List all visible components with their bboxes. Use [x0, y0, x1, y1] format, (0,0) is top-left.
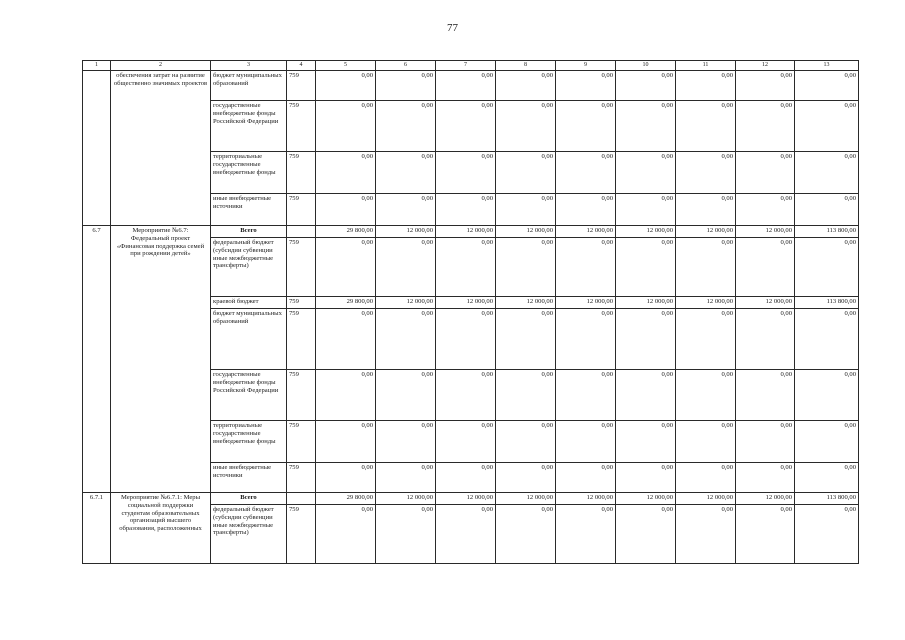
year-value-cell: 0,00: [676, 309, 736, 370]
column-number-cell: 9: [556, 61, 616, 71]
year-value-cell: 0,00: [616, 194, 676, 226]
budget-code-cell: 759: [287, 238, 316, 297]
year-value-cell: 0,00: [496, 238, 556, 297]
year-value-cell: 0,00: [316, 71, 376, 101]
year-value-cell: 0,00: [376, 152, 436, 194]
budget-code-cell: 759: [287, 370, 316, 421]
measure-name-cell: Мероприятие №6.7.1: Меры социальной поддержки студентам образовательных организаций высшего образования, расположенных: [111, 493, 211, 564]
total-value-cell: 0,00: [795, 194, 859, 226]
year-value-cell: 12 000,00: [676, 226, 736, 238]
year-value-cell: 0,00: [376, 421, 436, 463]
total-value-cell: 0,00: [795, 309, 859, 370]
year-value-cell: 0,00: [436, 194, 496, 226]
column-number-cell: 3: [211, 61, 287, 71]
budget-code-cell: 759: [287, 71, 316, 101]
year-value-cell: 0,00: [436, 238, 496, 297]
year-value-cell: 12 000,00: [736, 493, 795, 505]
year-value-cell: 0,00: [436, 463, 496, 493]
year-value-cell: 0,00: [496, 463, 556, 493]
year-value-cell: 0,00: [556, 309, 616, 370]
year-value-cell: 0,00: [316, 370, 376, 421]
year-value-cell: 0,00: [616, 370, 676, 421]
year-value-cell: 0,00: [436, 421, 496, 463]
year-value-cell: 0,00: [376, 505, 436, 564]
total-value-cell: 0,00: [795, 238, 859, 297]
year-value-cell: 0,00: [556, 421, 616, 463]
page-number: 77: [447, 22, 458, 34]
funding-source-cell: федеральный бюджет (субсидии субвенции иные межбюджетные трансферты): [211, 505, 287, 564]
year-value-cell: 0,00: [736, 505, 795, 564]
budget-code-cell: 759: [287, 194, 316, 226]
total-value-cell: 113 800,00: [795, 493, 859, 505]
year-value-cell: 12 000,00: [676, 493, 736, 505]
year-value-cell: 0,00: [496, 71, 556, 101]
budget-code-cell: 759: [287, 297, 316, 309]
funding-source-cell: федеральный бюджет (субсидии субвенции иные межбюджетные трансферты): [211, 238, 287, 297]
year-value-cell: 0,00: [436, 101, 496, 152]
year-value-cell: 0,00: [556, 505, 616, 564]
funding-source-cell: территориальные государственные внебюджетные фонды: [211, 152, 287, 194]
year-value-cell: 0,00: [556, 71, 616, 101]
year-value-cell: 0,00: [736, 71, 795, 101]
budget-code-cell: [287, 226, 316, 238]
year-value-cell: 0,00: [736, 101, 795, 152]
year-value-cell: 0,00: [376, 463, 436, 493]
budget-code-cell: [287, 493, 316, 505]
budget-code-cell: 759: [287, 309, 316, 370]
year-value-cell: 0,00: [496, 194, 556, 226]
year-value-cell: 0,00: [616, 421, 676, 463]
year-value-cell: 0,00: [616, 101, 676, 152]
year-value-cell: 0,00: [736, 194, 795, 226]
year-value-cell: 0,00: [616, 309, 676, 370]
year-value-cell: 12 000,00: [436, 226, 496, 238]
column-number-cell: 11: [676, 61, 736, 71]
column-number-cell: 2: [111, 61, 211, 71]
total-value-cell: 113 800,00: [795, 297, 859, 309]
column-number-cell: 12: [736, 61, 795, 71]
year-value-cell: 12 000,00: [496, 297, 556, 309]
budget-code-cell: 759: [287, 463, 316, 493]
year-value-cell: 12 000,00: [616, 226, 676, 238]
year-value-cell: 0,00: [436, 152, 496, 194]
measure-name-cell: обеспечения затрат на развитие общественно значимых проектов: [111, 71, 211, 226]
year-value-cell: 0,00: [436, 505, 496, 564]
year-value-cell: 0,00: [616, 152, 676, 194]
year-value-cell: 0,00: [316, 101, 376, 152]
total-value-cell: 0,00: [795, 152, 859, 194]
year-value-cell: 0,00: [376, 238, 436, 297]
column-number-cell: 5: [316, 61, 376, 71]
total-value-cell: 0,00: [795, 421, 859, 463]
column-number-cell: 6: [376, 61, 436, 71]
year-value-cell: 12 000,00: [376, 493, 436, 505]
year-value-cell: 29 800,00: [316, 226, 376, 238]
year-value-cell: 0,00: [676, 194, 736, 226]
funding-source-cell: краевой бюджет: [211, 297, 287, 309]
year-value-cell: 12 000,00: [556, 493, 616, 505]
year-value-cell: 0,00: [736, 238, 795, 297]
budget-table: [82, 60, 859, 564]
year-value-cell: 0,00: [736, 309, 795, 370]
year-value-cell: 0,00: [616, 505, 676, 564]
budget-code-cell: 759: [287, 421, 316, 463]
column-number-row: [83, 61, 859, 71]
year-value-cell: 0,00: [616, 238, 676, 297]
year-value-cell: 12 000,00: [556, 297, 616, 309]
budget-code-cell: 759: [287, 101, 316, 152]
funding-source-cell: государственные внебюджетные фонды Российской Федерации: [211, 370, 287, 421]
total-value-cell: 0,00: [795, 101, 859, 152]
year-value-cell: 29 800,00: [316, 297, 376, 309]
year-value-cell: 0,00: [436, 309, 496, 370]
year-value-cell: 12 000,00: [736, 226, 795, 238]
year-value-cell: 0,00: [676, 505, 736, 564]
year-value-cell: 0,00: [556, 152, 616, 194]
year-value-cell: 0,00: [676, 421, 736, 463]
year-value-cell: 0,00: [316, 238, 376, 297]
measure-name-cell: Мероприятие №6.7: Федеральный проект «Финансовая поддержка семей при рождении детей»: [111, 226, 211, 493]
year-value-cell: 0,00: [556, 101, 616, 152]
funding-source-cell: Всего: [211, 493, 287, 505]
year-value-cell: 0,00: [376, 101, 436, 152]
year-value-cell: 29 800,00: [316, 493, 376, 505]
year-value-cell: 0,00: [376, 309, 436, 370]
year-value-cell: 12 000,00: [616, 297, 676, 309]
year-value-cell: 0,00: [316, 152, 376, 194]
funding-source-cell: территориальные государственные внебюджетные фонды: [211, 421, 287, 463]
total-value-cell: 0,00: [795, 71, 859, 101]
year-value-cell: 0,00: [556, 238, 616, 297]
table-row: [83, 493, 859, 505]
table-row: [83, 71, 859, 101]
measure-number-cell: [83, 71, 111, 226]
year-value-cell: 12 000,00: [736, 297, 795, 309]
year-value-cell: 0,00: [736, 421, 795, 463]
year-value-cell: 0,00: [676, 463, 736, 493]
funding-source-cell: Всего: [211, 226, 287, 238]
funding-source-cell: государственные внебюджетные фонды Российской Федерации: [211, 101, 287, 152]
funding-source-cell: иные внебюджетные источники: [211, 463, 287, 493]
year-value-cell: 0,00: [676, 370, 736, 421]
column-number-cell: 1: [83, 61, 111, 71]
year-value-cell: 0,00: [436, 370, 496, 421]
year-value-cell: 0,00: [676, 152, 736, 194]
year-value-cell: 0,00: [556, 370, 616, 421]
column-number-cell: 10: [616, 61, 676, 71]
table-row: [83, 226, 859, 238]
year-value-cell: 12 000,00: [376, 226, 436, 238]
year-value-cell: 0,00: [376, 370, 436, 421]
year-value-cell: 0,00: [376, 194, 436, 226]
year-value-cell: 0,00: [316, 194, 376, 226]
budget-code-cell: 759: [287, 152, 316, 194]
measure-number-cell: 6.7.1: [83, 493, 111, 564]
year-value-cell: 0,00: [676, 71, 736, 101]
funding-source-cell: бюджет муниципальных образований: [211, 309, 287, 370]
year-value-cell: 0,00: [376, 71, 436, 101]
year-value-cell: 12 000,00: [436, 493, 496, 505]
measure-number-cell: 6.7: [83, 226, 111, 493]
funding-source-cell: иные внебюджетные источники: [211, 194, 287, 226]
column-number-cell: 7: [436, 61, 496, 71]
year-value-cell: 0,00: [496, 309, 556, 370]
funding-source-cell: бюджет муниципальных образований: [211, 71, 287, 101]
year-value-cell: 0,00: [556, 463, 616, 493]
year-value-cell: 0,00: [496, 152, 556, 194]
year-value-cell: 0,00: [316, 309, 376, 370]
year-value-cell: 0,00: [736, 370, 795, 421]
year-value-cell: 12 000,00: [436, 297, 496, 309]
year-value-cell: 12 000,00: [616, 493, 676, 505]
year-value-cell: 12 000,00: [496, 226, 556, 238]
year-value-cell: 0,00: [736, 463, 795, 493]
total-value-cell: 0,00: [795, 370, 859, 421]
year-value-cell: 12 000,00: [556, 226, 616, 238]
year-value-cell: 0,00: [316, 463, 376, 493]
year-value-cell: 0,00: [496, 101, 556, 152]
year-value-cell: 0,00: [316, 421, 376, 463]
total-value-cell: 0,00: [795, 463, 859, 493]
year-value-cell: 0,00: [616, 71, 676, 101]
year-value-cell: 0,00: [736, 152, 795, 194]
year-value-cell: 0,00: [676, 101, 736, 152]
year-value-cell: 0,00: [436, 71, 496, 101]
total-value-cell: 0,00: [795, 505, 859, 564]
budget-code-cell: 759: [287, 505, 316, 564]
year-value-cell: 12 000,00: [376, 297, 436, 309]
year-value-cell: 0,00: [616, 463, 676, 493]
year-value-cell: 0,00: [316, 505, 376, 564]
year-value-cell: 12 000,00: [676, 297, 736, 309]
year-value-cell: 0,00: [676, 238, 736, 297]
year-value-cell: 0,00: [556, 194, 616, 226]
total-value-cell: 113 800,00: [795, 226, 859, 238]
column-number-cell: 4: [287, 61, 316, 71]
year-value-cell: 12 000,00: [496, 493, 556, 505]
year-value-cell: 0,00: [496, 421, 556, 463]
year-value-cell: 0,00: [496, 505, 556, 564]
column-number-cell: 8: [496, 61, 556, 71]
column-number-cell: 13: [795, 61, 859, 71]
year-value-cell: 0,00: [496, 370, 556, 421]
